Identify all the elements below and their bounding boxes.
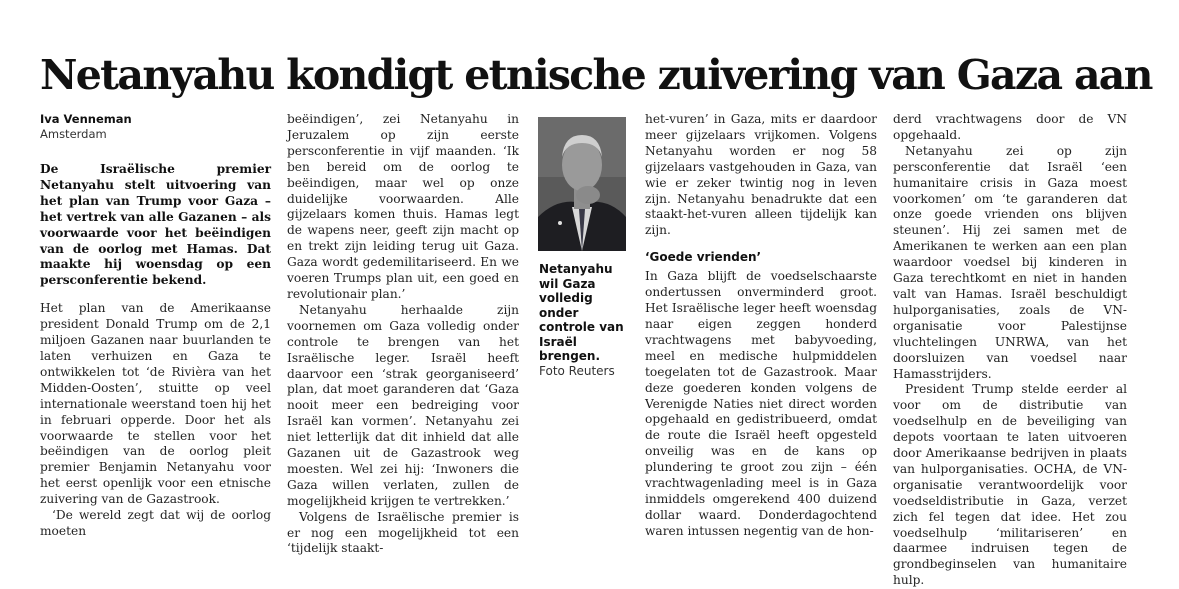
article-column-4 [893,112,1127,589]
photo-credit: Foto Reuters [539,363,615,378]
paragraph: derd vrachtwagens door de VN opgehaald. [893,112,1127,142]
byline-location: Amsterdam [40,127,107,141]
paragraph: Het plan van de Amerikaanse president Donald Trump om de 2,1 miljoen Gazanen naar buurlanden te laten verhuizen en Gaza te ontwikkelen tot ‘de Rivièra van het Midden-Oosten’, stuitte op veel internationale weerstand toen hij het in februari opperde. Door het als voorwaarde te stellen voor het beëindigen van de oorlog pleit premier Benjamin Netanyahu voor het eerst openlijk voor een etnische zuivering van de Gazastrook. [40,301,271,507]
article-column-3 [645,112,877,540]
paragraph: Netanyahu herhaalde zijn voornemen om Gaza volledig onder controle te brengen van het Israëlische leger. Israël heeft daarvoor een ‘strak georganiseerd’ plan, dat moet garanderen dat ‘Gaza nooit meer een bedreiging voor Israël kan vormen’. Netanyahu zei niet letterlijk dat dit inhield dat alle Gazanen uit de Gazastrook weg moesten. Wel zei hij: ‘Inwoners die Gaza willen verlaten, zullen de mogelijkheid krijgen te vertrekken.’ [287,302,519,508]
paragraph: In Gaza blijft de voedselschaarste ondertussen onverminderd groot. Het Israëlische leger heeft woensdag naar eigen zeggen honderd vrachtwagens met babyvoeding, meel en medische hulpmiddelen toegelaten tot de Gazastrook. Maar deze goederen konden volgens de Verenigde Naties niet direct worden opgehaald en gedistribueerd, omdat de route die Israël heeft opgesteld onveilig was en de kans op plundering te groot zou zijn – één vrachtwagenlading meel is in Gaza inmiddels omgerekend 400 duizend dollar waard. Donderdagochtend waren intussen negentig van de hon- [645,269,877,538]
article-column-2 [287,112,519,557]
paragraph: Netanyahu zei op zijn persconferentie dat Israël ‘een humanitaire crisis in Gaza moest voorkomen’ om ‘te garanderen dat onze goede vrienden ons blijven steunen’. Hij zei samen met de Amerikanen te werken aan een plan waardoor voedsel bij kinderen in Gaza terechtkomt en niet in handen valt van Hamas. Israël beschuldigt hulporganisaties, zoals de VN-organisatie voor Palestijnse vluchtelingen UNRWA, van het doorsluizen van voedsel naar Hamasstrijders. [893,143,1127,381]
article-headline: Netanyahu kondigt etnische zuivering van Gaza aan [40,51,1152,100]
paragraph: Volgens de Israëlische premier is er nog een mogelijkheid tot een ‘tijdelijk staakt- [287,509,519,556]
portrait-image [538,117,626,251]
photo-caption [539,262,634,378]
paragraph: ‘De wereld zegt dat wij de oorlog moeten [40,508,271,538]
caption-text: Netanyahu wil Gaza volledig onder controle van Israël brengen. [539,262,624,363]
netanyahu-photo [538,117,626,251]
subheading: ‘Goede vrienden’ [645,250,762,265]
paragraph: President Trump stelde eerder al voor om de distributie van voedselhulp en de beveiliging van depots voortaan te laten uitvoeren door Amerikaanse bedrijven in plaats van hulporganisaties. OCHA, de VN-organisatie verantwoordelijk voor voedseldistributie in Gaza, verzet zich fel tegen dat idee. Het zou voedselhulp ‘militariseren’ en daarmee indruisen tegen de grondbeginselen van humanitaire hulp. [893,382,1127,588]
article-lead: De Israëlische premier Netanyahu stelt uitvoering van het plan van Trump voor Gaza – het vertrek van alle Gazanen – als voorwaarde voor het beëindigen van de oorlog met Hamas. Dat maakte hij woensdag op een persconferentie bekend. [40,162,271,288]
byline-author: Iva Venneman [40,112,132,126]
paragraph: beëindigen’, zei Netanyahu in Jeruzalem op zijn eerste persconferentie in vijf maanden. ‘Ik ben bereid om de oorlog te beëindigen, maar wel op onze duidelijke voorwaarden. Alle gijzelaars komen thuis. Hamas legt de wapens neer, geeft zijn macht op en trekt zijn leiding terug uit Gaza. Gaza wordt gedemilitariseerd. En we voeren Trumps plan uit, een goed en revolutionair plan.’ [287,112,519,301]
paragraph: het-vuren’ in Gaza, mits er daardoor meer gijzelaars vrijkomen. Volgens Netanyahu worden er nog 58 gijzelaars vastgehouden in Gaza, van wie er zeker twintig nog in leven zijn. Netanyahu benadrukte dat een staakt-het-vuren alleen tijdelijk kan zijn. [645,112,877,238]
article-column-1 [40,112,271,540]
